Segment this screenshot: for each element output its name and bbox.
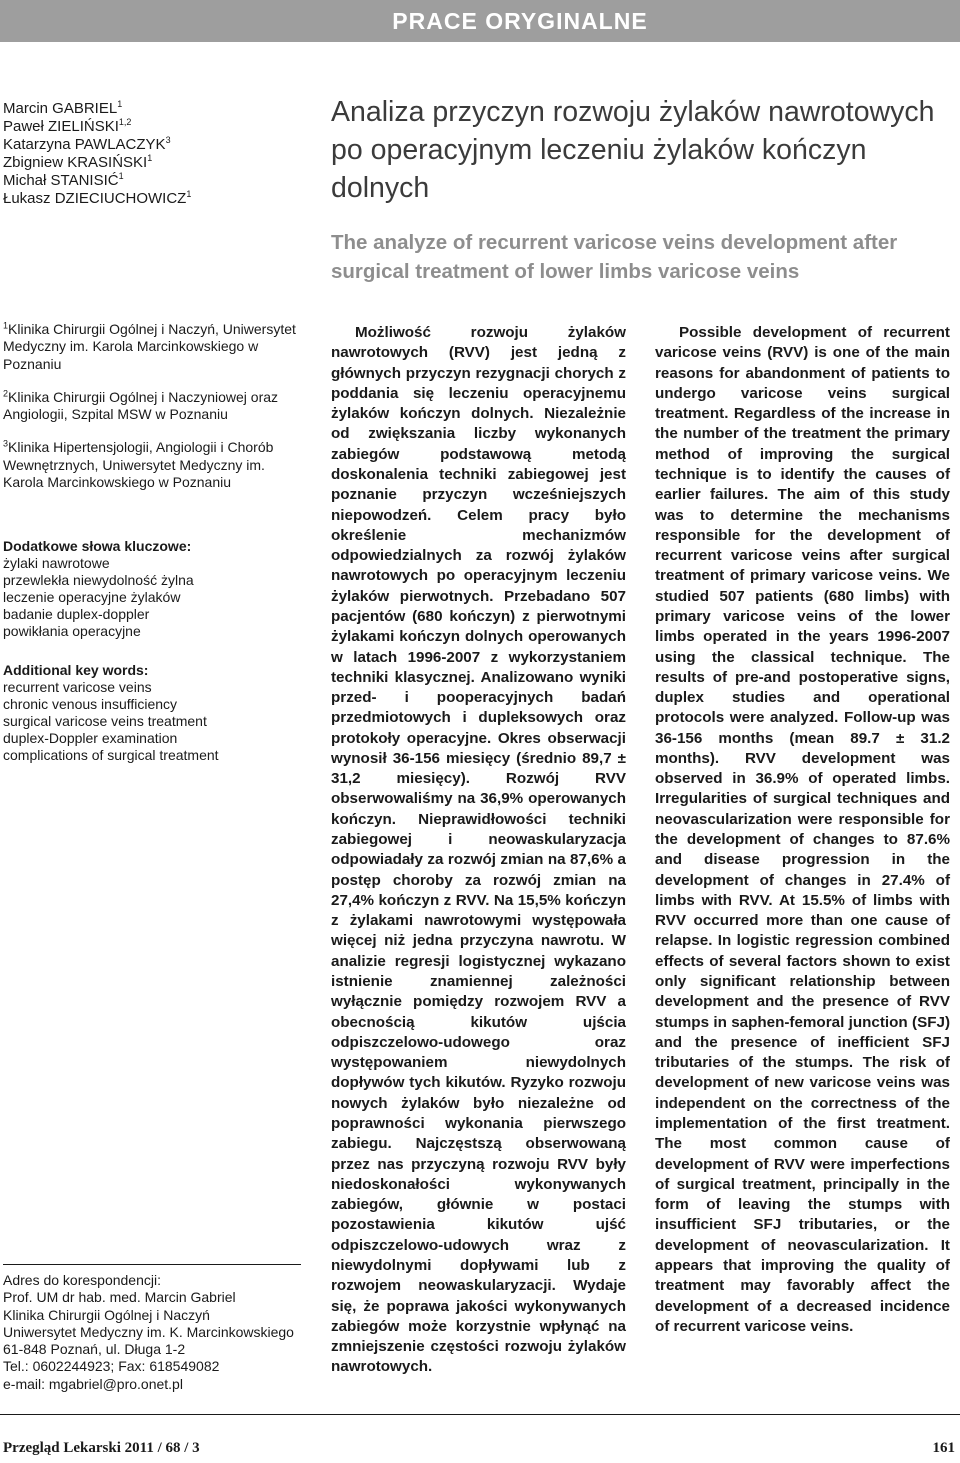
keywords-polish-heading: Dodatkowe słowa kluczowe: [3,538,192,554]
page-number: 161 [932,1440,955,1456]
journal-citation: Przegląd Lekarski 2011 / 68 / 3 [3,1440,200,1456]
author: Marcin GABRIEL$^1$ [3,99,123,117]
abstract-polish [331,323,626,1378]
abstract-english-text: Possible development of recurrent varicose veins (RVV) is one of the main reasons for abandonment of patients to undergo varicose veins surgical treatment. Regardless of the increase in the number of the treatment the primary method of improving the surgical technique is to identify the causes of earlier failures. The aim of this study was to determine the mechanisms responsible for the development of recurrent varicose veins after surgical treatment of primary varicose veins. We studied 507 patients (680 limbs) with primary varicose veins of the lower limbs operated in the years 1996-2007 using the classical technique. The results of pre-and postoperative signs, duplex studies and operational protocols were analyzed. Follow-up was 36-156 months (mean 89.7 ± 31.2 months). RVV development was observed in 36.9% of operated limbs. Irregularities of surgical techniques and neovascularization were responsible for the development of changes to 87.6% and disease progression in the development of changes in 27.4% of limbs with RVV. At 15.5% of limbs with RVV occurred more than one cause of relapse. In logistic regression combined effects of several factors shown to exist only significant relationship between development and the presence of RVV stumps in saphen-femoral junction (SFJ) and the presence of inefficient SFJ tributaries of the stumps. The risk of development of new varicose veins was independent on the correctness of the implementation of the first treatment. The most common cause of development of RVV were imperfections of surgical treatment, principally in the form of leaving the stumps with insufficient SFJ tributaries, or the development of neovascularization. It appears that improving the quality of treatment may favorably affect the development of a decreased incidence of recurrent varicose veins. [655,324,950,1335]
article-title-english: The analyze of recurrent varicose veins development after surgical treatment of lower limbs varicose veins [331,231,898,283]
keywords-english [3,662,308,765]
keyword: surgical varicose veins treatment [3,712,207,729]
keywords-english-heading: Additional key words: [3,661,149,678]
author: Paweł ZIELIŃSKI$^{1,2}$ [3,117,132,135]
author: Zbigniew KRASIŃSKI$^1$ [3,153,153,171]
section-label: PRACE ORYGINALNE [392,7,648,34]
affiliation: $^1$Klinika Chirurgii Ogólnej i Naczyń, Uniwersytet Medyczny im. Karola Marcinkowskiego w Poznaniu [3,320,296,372]
correspondence-line: Klinika Chirurgii Ogólnej i Naczyń [3,1306,210,1323]
article-title-polish: Analiza przyczyn rozwoju żylaków nawrotowych po operacyjnym leczeniu żylaków kończyn dolnych [331,96,935,204]
keyword: chronic venous insufficiency [3,695,178,712]
correspondence-line: Prof. UM dr hab. med. Marcin Gabriel [3,1289,236,1306]
author: Michał STANISIĆ$^1$ [3,171,124,189]
correspondence-line: 61-848 Poznań, ul. Długa 1-2 [3,1341,186,1358]
keyword: duplex-Doppler examination [3,729,178,746]
affiliations [3,321,308,507]
correspondence-line: Tel.: 0602244923; Fax: 618549082 [3,1358,220,1375]
keywords-polish [3,538,308,641]
correspondence-line: Uniwersytet Medyczny im. K. Marcinkowskiego [3,1323,294,1340]
affiliation: $^2$Klinika Chirurgii Ogólnej i Naczyniowej oraz Angiologii, Szpital MSW w Poznaniu [3,388,279,423]
section-banner [0,0,960,42]
keywords [3,538,308,785]
affiliation: $^3$Klinika Hipertensjologii, Angiologii i Chorób Wewnętrznych, Uniwersytet Medyczny im. Karola Marcinkowskiego w Poznaniu [3,438,274,491]
correspondence-divider [3,1264,301,1265]
abstract-english [655,323,950,1337]
footer-divider [0,1414,960,1415]
keyword: complications of surgical treatment [3,747,219,764]
author: Łukasz DZIECIUCHOWICZ$^1$ [3,189,192,207]
keyword: przewlekła niewydolność żylna [3,572,194,589]
keyword: żylaki nawrotowe [3,555,110,572]
keyword: powikłania operacyjne [3,623,141,640]
keyword: badanie duplex-doppler [3,606,150,623]
correspondence-email: e-mail: mgabriel@pro.onet.pl [3,1375,183,1392]
keyword: leczenie operacyjne żylaków [3,589,181,606]
keyword: recurrent varicose veins [3,678,152,695]
abstract-polish-text: Możliwość rozwoju żylaków nawrotowych (RVV) jest jedną z głównych przyczyn rezygnacji chorych z poddania się leczeniu operacyjnemu żylaków kończyn dolnych. Niezależnie od zwiększania liczby wykonanych zabiegów podstawową metodą doskonalenia techniki zabiegowej jest poznanie przyczyn wcześniejszych niepowodzeń. Celem pracy było określenie mechanizmów odpowiedzialnych za rozwój żylaków nawrotowych po operacyjnym leczeniu żylaków pierwotnych. Przebadano 507 pacjentów (680 kończyn) z pierwotnymi żylakami kończyn dolnych operowanych w latach 1996-2007 z wykorzystaniem techniki klasycznej. Analizowano wyniki przed- i pooperacyjnych badań przedmiotowych i dupleksowych oraz protokoły operacyjne. Okres obserwacji wynosił 36-156 miesięcy (średnio 89,7 ± 31,2 miesięcy). Rozwój RVV obserwowaliśmy na 36,9% operowanych kończyn. Nieprawidłowości techniki zabiegowej i neowaskularyzacja odpowiadały za rozwój zmian na 87,6% a postęp choroby za rozwój zmian na 27,4% kończyn z RVV. Na 15,5% kończyn z żylakami nawrotowymi występowała więcej niż jedna przyczyna nawrotu. W analizie regresji logistycznej wykazano istnienie znamiennej zależności wyłącznie pomiędzy rozwojem RVV a obecnością kikutów ujścia odpiszczelowo-udowego oraz występowaniem niewydolnych dopływów tych kikutów. Ryzyko rozwoju nowych żylaków było niezależne od poprawności wykonania pierwszego zabiegu. Najczęstszą obserwowaną przez nas przyczyną rozwoju RVV były niedoskonałości wykonywanych zabiegów, głównie w postaci pozostawienia kikutów ujść odpiszczelowo-udowych wraz z niewydolnymi dopływami lub z rozwojem neowaskularyzacji. Wydaje się, że poprawa jakości wykonywanych zabiegów może korzystnie wpłynąć na zmniejszenie częstości rozwoju żylaków nawrotowych. [331,324,626,1376]
correspondence-line: Adres do korespondencji: [3,1272,161,1288]
correspondence [3,1272,308,1393]
author-list [3,100,323,208]
author: Katarzyna PAWLACZYK$^3$ [3,135,171,153]
